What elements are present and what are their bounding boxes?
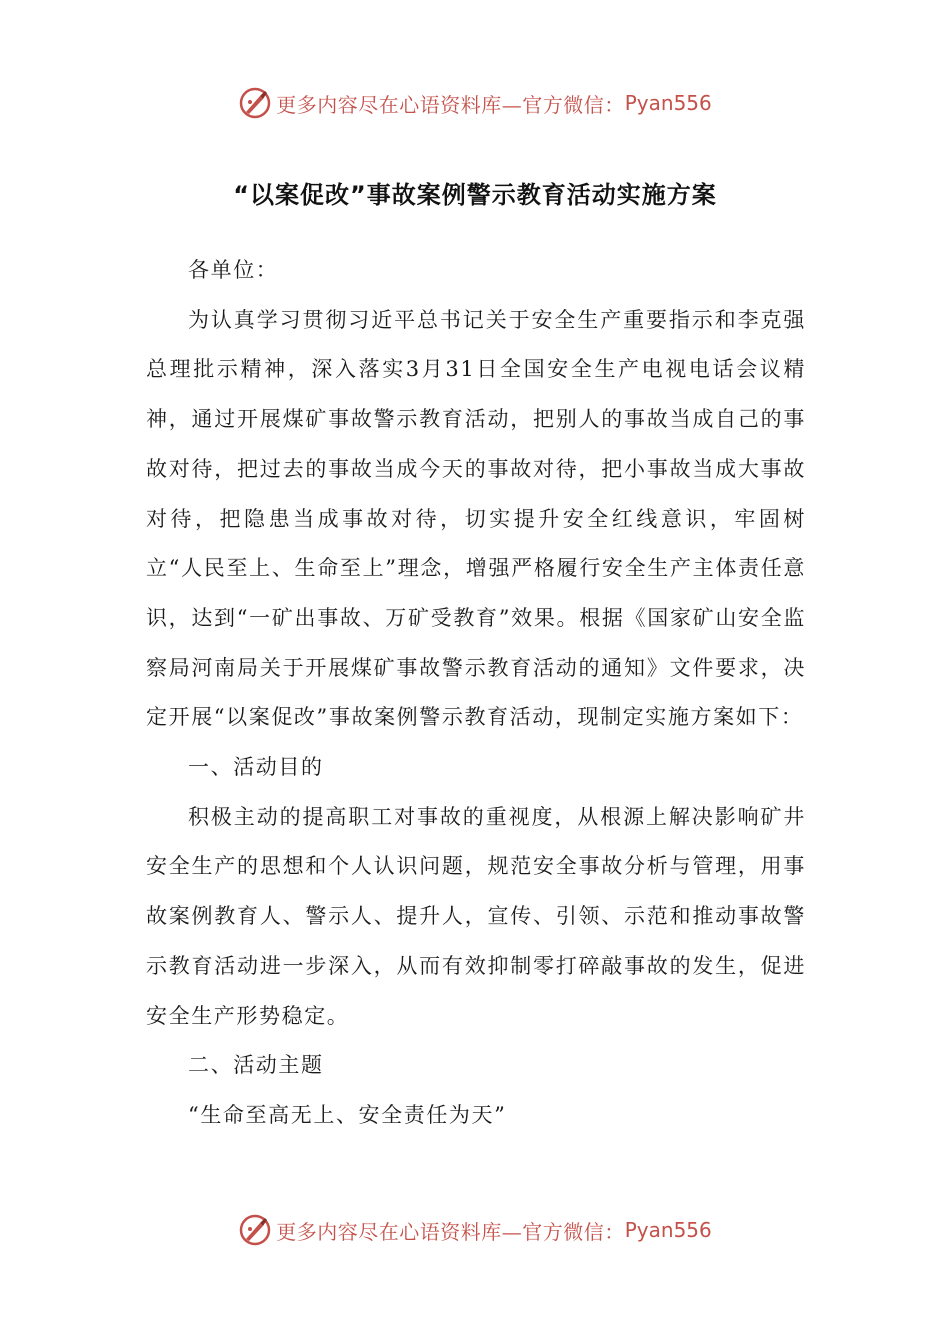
document-title: “以案促改”事故案例警示教育活动实施方案	[233, 181, 717, 209]
watermark-text: 更多内容尽在心语资料库—官方微信：	[276, 92, 625, 117]
salutation: 各单位：	[188, 258, 279, 282]
pen-logo-icon	[238, 1213, 272, 1247]
watermark-text: 更多内容尽在心语资料库—官方微信：	[276, 1219, 625, 1244]
header-watermark	[0, 81, 950, 125]
intro-paragraph: 为认真学习贯彻习近平总书记关于安全生产重要指示和李克强总理批示精神，深入落实3月31日全国安全生产电视电话会议精神，通过开展煤矿事故警示教育活动，把别人的事故当成自己的事故对待，把过去的事故当成今天的事故对待，把小事故当成大事故对待，把隐患当成事故对待，切实提升安全红线意识，牢固树立“人民至上、生命至上”理念，增强严格履行安全生产主体责任意识，达到“一矿出事故、万矿受教育”效果。根据《国家矿山安全监察局河南局关于开展煤矿事故警示教育活动的通知》文件要求，决定开展“以案促改”事故案例警示教育活动，现制定实施方案如下：	[146, 307, 806, 730]
document-body	[146, 246, 806, 1141]
section-heading-theme: 二、活动主题	[188, 1053, 324, 1078]
section-heading-purpose: 一、活动目的	[188, 755, 324, 780]
theme-text: “生命至高无上、安全责任为天”	[188, 1102, 507, 1127]
footer-watermark	[0, 1208, 950, 1252]
purpose-paragraph: 积极主动的提高职工对事故的重视度，从根源上解决影响矿井安全生产的思想和个人认识问题，规范安全事故分析与管理，用事故案例教育人、警示人、提升人，宣传、引领、示范和推动事故警示教育活动进一步深入，从而有效抑制零打碎敲事故的发生，促进安全生产形势稳定。	[146, 804, 806, 1028]
pen-logo-icon	[238, 86, 272, 120]
watermark-wechat-id: Pyan556	[624, 1218, 712, 1242]
watermark-wechat-id: Pyan556	[624, 91, 712, 115]
